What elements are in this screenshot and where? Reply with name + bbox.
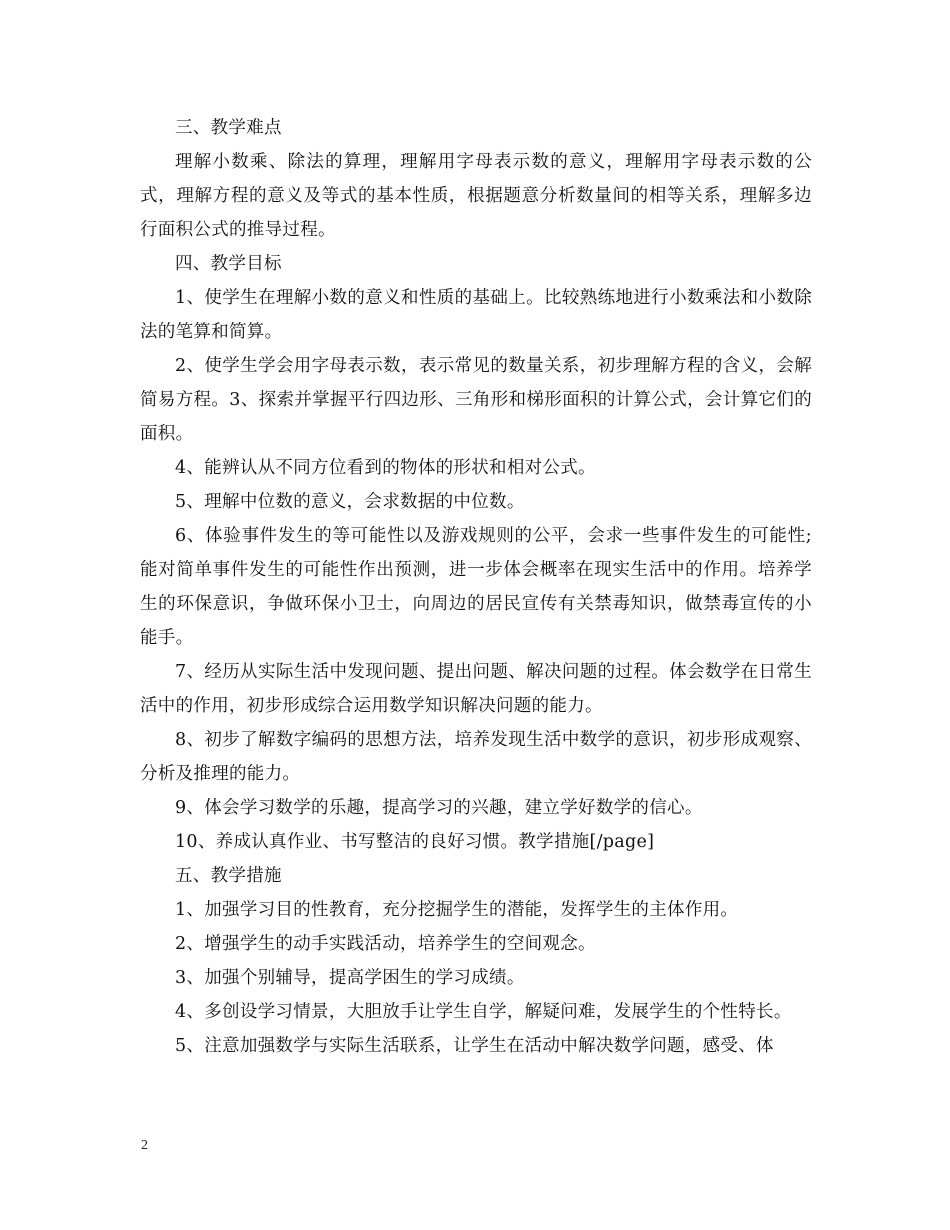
goal-item-5: 5、理解中位数的意义，会求数据的中位数。 <box>175 492 525 512</box>
goal-item-8: 8、初步了解数字编码的思想方法，培养发现生活中数学的意识，初步形成观察、分析及推理的能力。 <box>140 730 812 784</box>
measure-item-1: 1、加强学习目的性教育，充分挖掘学生的潜能，发挥学生的主体作用。 <box>175 900 739 920</box>
document-body <box>140 111 812 1063</box>
measure-item-5: 5、注意加强数学与实际生活联系，让学生在活动中解决数学问题，感受、体 <box>175 1036 774 1056</box>
goal-item-2: 2、使学生学会用字母表示数，表示常见的数量关系，初步理解方程的含义，会解简易方程。3、探索并掌握平行四边形、三角形和梯形面积的计算公式，会计算它们的面积。 <box>140 356 812 444</box>
goal-item-10: 10、养成认真作业、书写整洁的良好习惯。教学措施[/page] <box>175 832 655 852</box>
goal-item-4: 4、能辨认从不同方位看到的物体的形状和相对公式。 <box>175 458 596 478</box>
difficulties-paragraph: 理解小数乘、除法的算理，理解用字母表示数的意义，理解用字母表示数的公式，理解方程的意义及等式的基本性质，根据题意分析数量间的相等关系，理解多边行面积公式的推导过程。 <box>140 152 812 240</box>
measure-item-2: 2、增强学生的动手实践活动，培养学生的空间观念。 <box>175 934 596 954</box>
section-heading-teaching-goals: 四、教学目标 <box>175 254 282 274</box>
measure-item-4: 4、多创设学习情景，大胆放手让学生自学，解疑问难，发展学生的个性特长。 <box>175 1002 792 1022</box>
goal-item-7: 7、经历从实际生活中发现问题、提出问题、解决问题的过程。体会数学在日常生活中的作用，初步形成综合运用数学知识解决问题的能力。 <box>140 662 812 716</box>
section-heading-teaching-difficulties: 三、教学难点 <box>175 118 282 138</box>
section-heading-teaching-measures: 五、教学措施 <box>175 866 282 886</box>
page-number: 2 <box>141 1138 148 1153</box>
goal-item-6: 6、体验事件发生的等可能性以及游戏规则的公平，会求一些事件发生的可能性;能对简单事件发生的可能性作出预测，进一步体会概率在现实生活中的作用。培养学生的环保意识，争做环保小卫士，向周边的居民宣传有关禁毒知识，做禁毒宣传的小能手。 <box>140 526 812 648</box>
goal-item-1: 1、使学生在理解小数的意义和性质的基础上。比较熟练地进行小数乘法和小数除法的笔算和简算。 <box>140 288 812 342</box>
measure-item-3: 3、加强个别辅导，提高学困生的学习成绩。 <box>175 968 525 988</box>
goal-item-9: 9、体会学习数学的乐趣，提高学习的兴趣，建立学好数学的信心。 <box>175 798 703 818</box>
